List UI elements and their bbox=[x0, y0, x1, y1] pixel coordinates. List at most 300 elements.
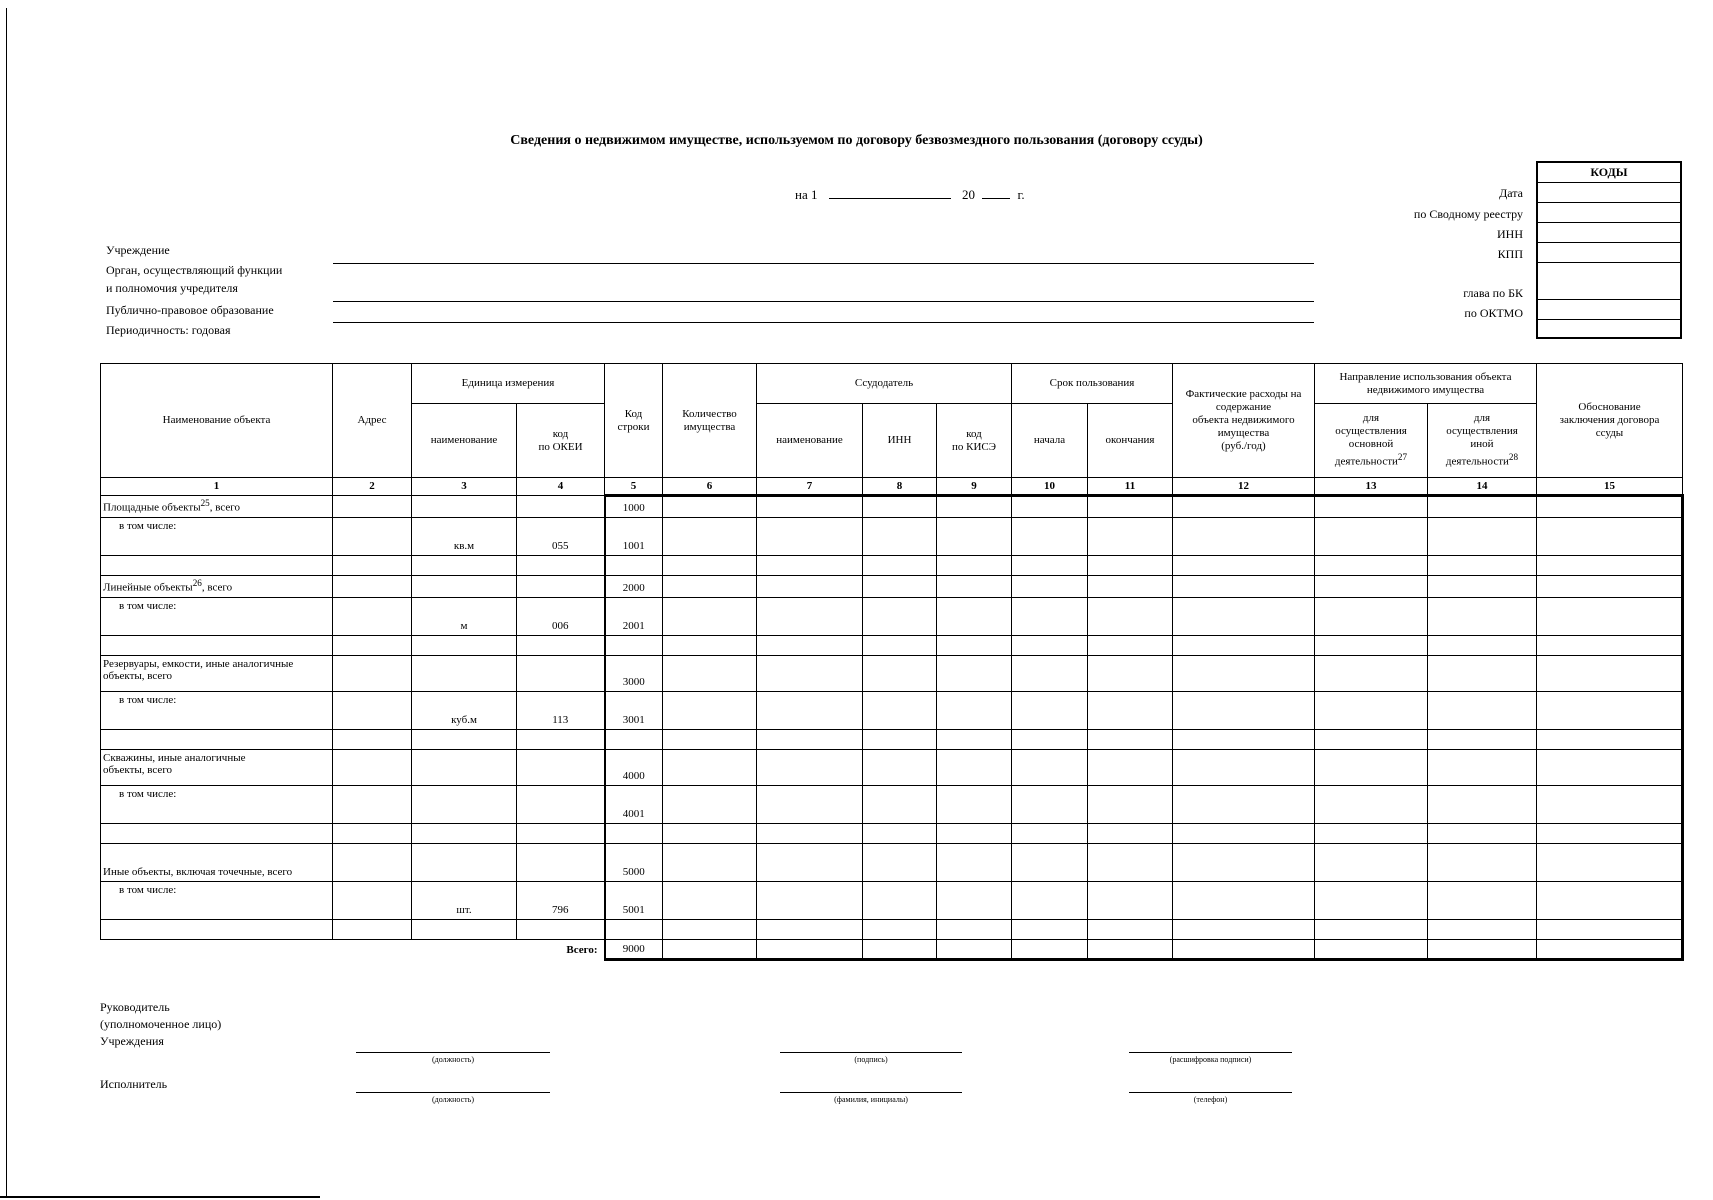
data-cell-col-7[interactable] bbox=[757, 598, 863, 636]
data-cell-col-12[interactable] bbox=[1173, 844, 1315, 882]
data-cell-col-9[interactable] bbox=[937, 730, 1012, 750]
object-name-cell bbox=[101, 730, 333, 750]
data-cell-col-13[interactable] bbox=[1315, 576, 1428, 598]
data-cell-col-11[interactable] bbox=[1088, 844, 1173, 882]
data-cell-col-9[interactable] bbox=[937, 656, 1012, 692]
col-num-12: 12 bbox=[1173, 478, 1315, 496]
data-cell-col-8[interactable] bbox=[863, 598, 937, 636]
row-code-cell: 3001 bbox=[605, 692, 663, 730]
data-cell-col-10[interactable] bbox=[1012, 518, 1088, 556]
code-inn-field[interactable] bbox=[1538, 222, 1680, 242]
data-cell-col-13[interactable] bbox=[1315, 844, 1428, 882]
data-cell-col-12[interactable] bbox=[1173, 750, 1315, 786]
row-code-cell bbox=[605, 730, 663, 750]
data-cell-col-13[interactable] bbox=[1315, 598, 1428, 636]
data-cell-col-14[interactable] bbox=[1428, 730, 1537, 750]
data-cell-col-12[interactable] bbox=[1173, 882, 1315, 920]
data-cell-col-9[interactable] bbox=[937, 750, 1012, 786]
data-cell-col-14[interactable] bbox=[1428, 786, 1537, 824]
data-cell-col-14[interactable] bbox=[1428, 496, 1537, 518]
okei-cell bbox=[517, 556, 605, 576]
okei-cell bbox=[517, 496, 605, 518]
data-cell-col-11[interactable] bbox=[1088, 692, 1173, 730]
code-kpp-label: КПП bbox=[1497, 247, 1523, 261]
col-num-2: 2 bbox=[333, 478, 412, 496]
data-cell-col-13[interactable] bbox=[1315, 730, 1428, 750]
okei-cell bbox=[517, 636, 605, 656]
address-cell[interactable] bbox=[333, 556, 412, 576]
data-cell-col-10[interactable] bbox=[1012, 556, 1088, 576]
total-cell-col-8[interactable] bbox=[863, 940, 937, 960]
data-cell-col-9[interactable] bbox=[937, 636, 1012, 656]
address-cell[interactable] bbox=[333, 636, 412, 656]
data-cell-col-7[interactable] bbox=[757, 636, 863, 656]
data-cell-col-7[interactable] bbox=[757, 882, 863, 920]
data-cell-col-7[interactable] bbox=[757, 844, 863, 882]
data-cell-col-15[interactable] bbox=[1537, 824, 1683, 844]
object-name-cell bbox=[101, 556, 333, 576]
col-num-13: 13 bbox=[1315, 478, 1428, 496]
data-cell-col-14[interactable] bbox=[1428, 518, 1537, 556]
data-cell-col-14[interactable] bbox=[1428, 692, 1537, 730]
row-code-cell: 4000 bbox=[605, 750, 663, 786]
data-cell-col-8[interactable] bbox=[863, 692, 937, 730]
data-cell-col-6[interactable] bbox=[663, 556, 757, 576]
data-cell-col-7[interactable] bbox=[757, 496, 863, 518]
data-cell-col-11[interactable] bbox=[1088, 920, 1173, 940]
data-cell-col-10[interactable] bbox=[1012, 496, 1088, 518]
header-unit-name: наименование bbox=[412, 404, 517, 478]
row-code-cell: 4001 bbox=[605, 786, 663, 824]
data-cell-col-6[interactable] bbox=[663, 636, 757, 656]
data-cell-col-9[interactable] bbox=[937, 556, 1012, 576]
page-edge bbox=[6, 8, 7, 1198]
unit-name-cell bbox=[412, 636, 517, 656]
col-num-10: 10 bbox=[1012, 478, 1088, 496]
address-cell[interactable] bbox=[333, 496, 412, 518]
data-cell-col-6[interactable] bbox=[663, 824, 757, 844]
data-cell-col-11[interactable] bbox=[1088, 786, 1173, 824]
object-name-cell: в том числе: bbox=[101, 518, 333, 556]
total-cell-col-12[interactable] bbox=[1173, 940, 1315, 960]
address-cell[interactable] bbox=[333, 730, 412, 750]
col-num-4: 4 bbox=[517, 478, 605, 496]
data-cell-col-10[interactable] bbox=[1012, 844, 1088, 882]
data-cell-col-15[interactable] bbox=[1537, 518, 1683, 556]
header-term-end: окончания bbox=[1088, 404, 1173, 478]
founder-label-2: и полномочия учредителя bbox=[106, 281, 238, 295]
data-cell-col-14[interactable] bbox=[1428, 920, 1537, 940]
col-num-3: 3 bbox=[412, 478, 517, 496]
row-tanks-incl bbox=[101, 692, 1683, 730]
data-cell-col-9[interactable] bbox=[937, 882, 1012, 920]
header-basis: Обоснование заключения договора ссуды bbox=[1537, 364, 1683, 478]
data-cell-col-6[interactable] bbox=[663, 692, 757, 730]
data-cell-col-8[interactable] bbox=[863, 730, 937, 750]
data-cell-col-8[interactable] bbox=[863, 786, 937, 824]
page-title: Сведения о недвижимом имуществе, используемом по договору безвозмездного пользования (договору ссуды) bbox=[510, 133, 1203, 148]
head-label-1: Руководитель bbox=[100, 1000, 170, 1014]
data-cell-col-12[interactable] bbox=[1173, 636, 1315, 656]
row-code-cell: 1000 bbox=[605, 496, 663, 518]
data-cell-col-8[interactable] bbox=[863, 920, 937, 940]
data-cell-col-8[interactable] bbox=[863, 882, 937, 920]
data-cell-col-14[interactable] bbox=[1428, 750, 1537, 786]
data-cell-col-8[interactable] bbox=[863, 844, 937, 882]
data-cell-col-10[interactable] bbox=[1012, 824, 1088, 844]
row-area-total bbox=[101, 496, 1683, 518]
row-tanks-total bbox=[101, 656, 1683, 692]
address-cell[interactable] bbox=[333, 598, 412, 636]
head-decoding-field[interactable] bbox=[1129, 1052, 1292, 1053]
row-wells-blank bbox=[101, 824, 1683, 844]
codes-header: КОДЫ bbox=[1590, 165, 1628, 179]
address-cell[interactable] bbox=[333, 786, 412, 824]
header-main-activity: для осуществления основной деятельности$^{27}$ bbox=[1315, 404, 1428, 478]
data-cell-col-14[interactable] bbox=[1428, 636, 1537, 656]
data-cell-col-10[interactable] bbox=[1012, 730, 1088, 750]
data-cell-col-11[interactable] bbox=[1088, 730, 1173, 750]
code-date-field[interactable] bbox=[1538, 182, 1680, 202]
data-cell-col-11[interactable] bbox=[1088, 636, 1173, 656]
unit-name-cell bbox=[412, 730, 517, 750]
data-cell-col-7[interactable] bbox=[757, 576, 863, 598]
header-other-activity: для осуществления иной деятельности$^{28}$ bbox=[1428, 404, 1537, 478]
head-decoding-caption: (расшифровка подписи) bbox=[1169, 1055, 1252, 1064]
executor-phone-caption: (телефон) bbox=[1193, 1095, 1228, 1104]
data-cell-col-13[interactable] bbox=[1315, 920, 1428, 940]
code-kpp-field[interactable] bbox=[1538, 242, 1680, 262]
institution-field[interactable] bbox=[333, 263, 1314, 264]
founder-field[interactable] bbox=[333, 301, 1314, 302]
data-cell-col-12[interactable] bbox=[1173, 920, 1315, 940]
address-cell[interactable] bbox=[333, 882, 412, 920]
data-cell-col-9[interactable] bbox=[937, 598, 1012, 636]
row-code-cell: 1001 bbox=[605, 518, 663, 556]
col-num-14: 14 bbox=[1428, 478, 1537, 496]
row-code-cell: 5000 bbox=[605, 844, 663, 882]
data-cell-col-14[interactable] bbox=[1428, 656, 1537, 692]
code-date-label: Дата bbox=[1499, 186, 1523, 200]
data-cell-col-10[interactable] bbox=[1012, 636, 1088, 656]
code-bk-field[interactable] bbox=[1538, 262, 1680, 299]
row-code-cell bbox=[605, 636, 663, 656]
data-cell-col-12[interactable] bbox=[1173, 786, 1315, 824]
object-name-cell: Скважины, иные аналогичные объекты, всего bbox=[101, 750, 333, 786]
executor-fio-field[interactable] bbox=[780, 1092, 962, 1093]
data-cell-col-8[interactable] bbox=[863, 750, 937, 786]
col-num-6: 6 bbox=[663, 478, 757, 496]
column-numbers-row bbox=[101, 478, 1683, 496]
data-cell-col-7[interactable] bbox=[757, 518, 863, 556]
data-cell-col-7[interactable] bbox=[757, 824, 863, 844]
data-cell-col-6[interactable] bbox=[663, 576, 757, 598]
header-term: Срок пользования bbox=[1012, 364, 1173, 404]
data-cell-col-11[interactable] bbox=[1088, 496, 1173, 518]
data-cell-col-15[interactable] bbox=[1537, 496, 1683, 518]
data-cell-col-14[interactable] bbox=[1428, 882, 1537, 920]
address-cell[interactable] bbox=[333, 844, 412, 882]
data-cell-col-15[interactable] bbox=[1537, 920, 1683, 940]
total-cell-col-9[interactable] bbox=[937, 940, 1012, 960]
row-linear-incl bbox=[101, 598, 1683, 636]
okei-cell bbox=[517, 730, 605, 750]
data-cell-col-8[interactable] bbox=[863, 556, 937, 576]
data-cell-col-11[interactable] bbox=[1088, 656, 1173, 692]
data-cell-col-6[interactable] bbox=[663, 496, 757, 518]
year-field[interactable] bbox=[982, 186, 1010, 199]
data-cell-col-11[interactable] bbox=[1088, 824, 1173, 844]
data-cell-col-13[interactable] bbox=[1315, 556, 1428, 576]
data-cell-col-15[interactable] bbox=[1537, 636, 1683, 656]
address-cell[interactable] bbox=[333, 692, 412, 730]
row-code-cell: 2000 bbox=[605, 576, 663, 598]
data-cell-col-12[interactable] bbox=[1173, 656, 1315, 692]
data-cell-col-12[interactable] bbox=[1173, 730, 1315, 750]
data-cell-col-6[interactable] bbox=[663, 598, 757, 636]
address-cell[interactable] bbox=[333, 750, 412, 786]
data-cell-col-8[interactable] bbox=[863, 824, 937, 844]
data-cell-col-6[interactable] bbox=[663, 750, 757, 786]
data-cell-col-9[interactable] bbox=[937, 576, 1012, 598]
data-cell-col-15[interactable] bbox=[1537, 844, 1683, 882]
address-cell[interactable] bbox=[333, 518, 412, 556]
data-cell-col-11[interactable] bbox=[1088, 750, 1173, 786]
unit-name-cell bbox=[412, 824, 517, 844]
row-code-cell bbox=[605, 556, 663, 576]
header-expenses: Фактические расходы на содержание объекта недвижимого имущества (руб./год) bbox=[1173, 364, 1315, 478]
head-label-3: Учреждения bbox=[100, 1034, 164, 1048]
code-registry-field[interactable] bbox=[1538, 202, 1680, 222]
header-unit-okei: код по ОКЕИ bbox=[517, 404, 605, 478]
address-cell[interactable] bbox=[333, 656, 412, 692]
unit-name-cell bbox=[412, 576, 517, 598]
total-cell-col-11[interactable] bbox=[1088, 940, 1173, 960]
total-cell-col-13[interactable] bbox=[1315, 940, 1428, 960]
data-cell-col-8[interactable] bbox=[863, 496, 937, 518]
data-cell-col-8[interactable] bbox=[863, 656, 937, 692]
data-cell-col-9[interactable] bbox=[937, 496, 1012, 518]
data-cell-col-9[interactable] bbox=[937, 692, 1012, 730]
as-of-date bbox=[795, 186, 1025, 203]
code-extra-field[interactable] bbox=[1538, 319, 1680, 337]
data-cell-col-6[interactable] bbox=[663, 882, 757, 920]
header-unit: Единица измерения bbox=[412, 364, 605, 404]
row-area-blank bbox=[101, 556, 1683, 576]
row-code-cell bbox=[605, 920, 663, 940]
data-cell-col-7[interactable] bbox=[757, 656, 863, 692]
data-cell-col-10[interactable] bbox=[1012, 692, 1088, 730]
table-body bbox=[101, 496, 1683, 960]
data-cell-col-15[interactable] bbox=[1537, 882, 1683, 920]
data-cell-col-12[interactable] bbox=[1173, 824, 1315, 844]
data-cell-col-7[interactable] bbox=[757, 786, 863, 824]
code-inn-label: ИНН bbox=[1497, 227, 1523, 241]
total-label: Всего: bbox=[566, 943, 598, 956]
data-cell-col-15[interactable] bbox=[1537, 556, 1683, 576]
data-cell-col-9[interactable] bbox=[937, 920, 1012, 940]
data-cell-col-8[interactable] bbox=[863, 576, 937, 598]
data-cell-col-10[interactable] bbox=[1012, 882, 1088, 920]
data-cell-col-11[interactable] bbox=[1088, 598, 1173, 636]
row-other-incl bbox=[101, 882, 1683, 920]
periodicity-label: Периодичность: годовая bbox=[106, 323, 231, 337]
row-wells-incl bbox=[101, 786, 1683, 824]
col-num-9: 9 bbox=[937, 478, 1012, 496]
data-cell-col-13[interactable] bbox=[1315, 518, 1428, 556]
data-cell-col-11[interactable] bbox=[1088, 882, 1173, 920]
object-name-cell: Площадные объекты$^{25}$, всего bbox=[101, 496, 333, 518]
object-name-cell bbox=[101, 636, 333, 656]
head-label-2: (уполномоченное лицо) bbox=[100, 1017, 222, 1031]
address-cell[interactable] bbox=[333, 576, 412, 598]
public-entity-field[interactable] bbox=[333, 322, 1314, 323]
address-cell[interactable] bbox=[333, 824, 412, 844]
data-cell-col-13[interactable] bbox=[1315, 882, 1428, 920]
header-lender-inn: ИНН bbox=[863, 404, 937, 478]
property-table bbox=[100, 363, 1684, 961]
row-area-incl bbox=[101, 518, 1683, 556]
data-cell-col-14[interactable] bbox=[1428, 824, 1537, 844]
head-signature-field[interactable] bbox=[780, 1052, 962, 1053]
header-lender-kise: код по КИСЭ bbox=[937, 404, 1012, 478]
data-cell-col-8[interactable] bbox=[863, 636, 937, 656]
unit-name-cell bbox=[412, 920, 517, 940]
object-name-cell: в том числе: bbox=[101, 882, 333, 920]
data-cell-col-13[interactable] bbox=[1315, 656, 1428, 692]
address-cell[interactable] bbox=[333, 920, 412, 940]
data-cell-col-6[interactable] bbox=[663, 656, 757, 692]
data-cell-col-14[interactable] bbox=[1428, 598, 1537, 636]
total-cell-col-6[interactable] bbox=[663, 940, 757, 960]
data-cell-col-10[interactable] bbox=[1012, 750, 1088, 786]
data-cell-col-10[interactable] bbox=[1012, 576, 1088, 598]
col-num-5: 5 bbox=[605, 478, 663, 496]
header-lender: Ссудодатель bbox=[757, 364, 1012, 404]
data-cell-col-6[interactable] bbox=[663, 844, 757, 882]
row-other-blank bbox=[101, 920, 1683, 940]
col-num-11: 11 bbox=[1088, 478, 1173, 496]
data-cell-col-13[interactable] bbox=[1315, 496, 1428, 518]
code-bk-label: глава по БК bbox=[1463, 286, 1523, 300]
data-cell-col-11[interactable] bbox=[1088, 518, 1173, 556]
data-cell-col-6[interactable] bbox=[663, 786, 757, 824]
data-cell-col-14[interactable] bbox=[1428, 844, 1537, 882]
executor-fio-caption: (фамилия, инициалы) bbox=[834, 1095, 908, 1104]
okei-cell bbox=[517, 786, 605, 824]
data-cell-col-14[interactable] bbox=[1428, 556, 1537, 576]
unit-name-cell bbox=[412, 496, 517, 518]
total-cell-col-10[interactable] bbox=[1012, 940, 1088, 960]
data-cell-col-11[interactable] bbox=[1088, 576, 1173, 598]
data-cell-col-15[interactable] bbox=[1537, 576, 1683, 598]
row-code-cell bbox=[605, 824, 663, 844]
code-oktmo-label: по ОКТМО bbox=[1464, 306, 1523, 320]
data-cell-col-7[interactable] bbox=[757, 730, 863, 750]
codes-box bbox=[1536, 161, 1682, 339]
data-cell-col-7[interactable] bbox=[757, 556, 863, 576]
data-cell-col-15[interactable] bbox=[1537, 692, 1683, 730]
okei-cell: 006 bbox=[517, 598, 605, 636]
data-cell-col-6[interactable] bbox=[663, 518, 757, 556]
executor-position-field[interactable] bbox=[356, 1092, 550, 1093]
header-lender-name: наименование bbox=[757, 404, 863, 478]
object-name-cell bbox=[101, 824, 333, 844]
row-grand-total bbox=[101, 940, 1683, 960]
data-cell-col-15[interactable] bbox=[1537, 730, 1683, 750]
data-cell-col-15[interactable] bbox=[1537, 656, 1683, 692]
data-cell-col-12[interactable] bbox=[1173, 556, 1315, 576]
unit-name-cell: куб.м bbox=[412, 692, 517, 730]
data-cell-col-6[interactable] bbox=[663, 730, 757, 750]
data-cell-col-12[interactable] bbox=[1173, 598, 1315, 636]
data-cell-col-10[interactable] bbox=[1012, 598, 1088, 636]
data-cell-col-10[interactable] bbox=[1012, 786, 1088, 824]
header-row-code: Код строки bbox=[605, 364, 663, 478]
okei-cell bbox=[517, 576, 605, 598]
data-cell-col-13[interactable] bbox=[1315, 636, 1428, 656]
data-cell-col-12[interactable] bbox=[1173, 692, 1315, 730]
code-oktmo-field[interactable] bbox=[1538, 299, 1680, 319]
data-cell-col-15[interactable] bbox=[1537, 750, 1683, 786]
data-cell-col-12[interactable] bbox=[1173, 576, 1315, 598]
data-cell-col-7[interactable] bbox=[757, 692, 863, 730]
page-bottom-edge bbox=[0, 1196, 320, 1198]
data-cell-col-13[interactable] bbox=[1315, 750, 1428, 786]
row-code-cell: 2001 bbox=[605, 598, 663, 636]
day-month-field[interactable] bbox=[829, 186, 951, 199]
data-cell-col-14[interactable] bbox=[1428, 576, 1537, 598]
data-cell-col-9[interactable] bbox=[937, 844, 1012, 882]
data-cell-col-10[interactable] bbox=[1012, 656, 1088, 692]
row-code-cell: 3000 bbox=[605, 656, 663, 692]
executor-label: Исполнитель bbox=[100, 1077, 168, 1091]
total-cell-col-7[interactable] bbox=[757, 940, 863, 960]
data-cell-col-13[interactable] bbox=[1315, 692, 1428, 730]
unit-name-cell bbox=[412, 750, 517, 786]
okei-cell: 113 bbox=[517, 692, 605, 730]
header-direction: Направление использования объекта недвижимого имущества bbox=[1315, 364, 1537, 404]
data-cell-col-15[interactable] bbox=[1537, 598, 1683, 636]
head-position-field[interactable] bbox=[356, 1052, 550, 1053]
data-cell-col-15[interactable] bbox=[1537, 786, 1683, 824]
unit-name-cell: шт. bbox=[412, 882, 517, 920]
data-cell-col-7[interactable] bbox=[757, 920, 863, 940]
object-name-cell: в том числе: bbox=[101, 598, 333, 636]
data-cell-col-10[interactable] bbox=[1012, 920, 1088, 940]
data-cell-col-9[interactable] bbox=[937, 824, 1012, 844]
data-cell-col-7[interactable] bbox=[757, 750, 863, 786]
total-cell-col-15[interactable] bbox=[1537, 940, 1683, 960]
total-cell-col-14[interactable] bbox=[1428, 940, 1537, 960]
data-cell-col-6[interactable] bbox=[663, 920, 757, 940]
data-cell-col-9[interactable] bbox=[937, 786, 1012, 824]
okei-cell bbox=[517, 824, 605, 844]
executor-phone-field[interactable] bbox=[1129, 1092, 1292, 1093]
data-cell-col-13[interactable] bbox=[1315, 786, 1428, 824]
unit-name-cell: кв.м bbox=[412, 518, 517, 556]
row-tanks-blank bbox=[101, 730, 1683, 750]
data-cell-col-12[interactable] bbox=[1173, 518, 1315, 556]
row-linear-blank bbox=[101, 636, 1683, 656]
data-cell-col-13[interactable] bbox=[1315, 824, 1428, 844]
data-cell-col-12[interactable] bbox=[1173, 496, 1315, 518]
okei-cell bbox=[517, 656, 605, 692]
data-cell-col-8[interactable] bbox=[863, 518, 937, 556]
data-cell-col-9[interactable] bbox=[937, 518, 1012, 556]
public-entity-label: Публично-правовое образование bbox=[106, 303, 274, 317]
data-cell-col-11[interactable] bbox=[1088, 556, 1173, 576]
